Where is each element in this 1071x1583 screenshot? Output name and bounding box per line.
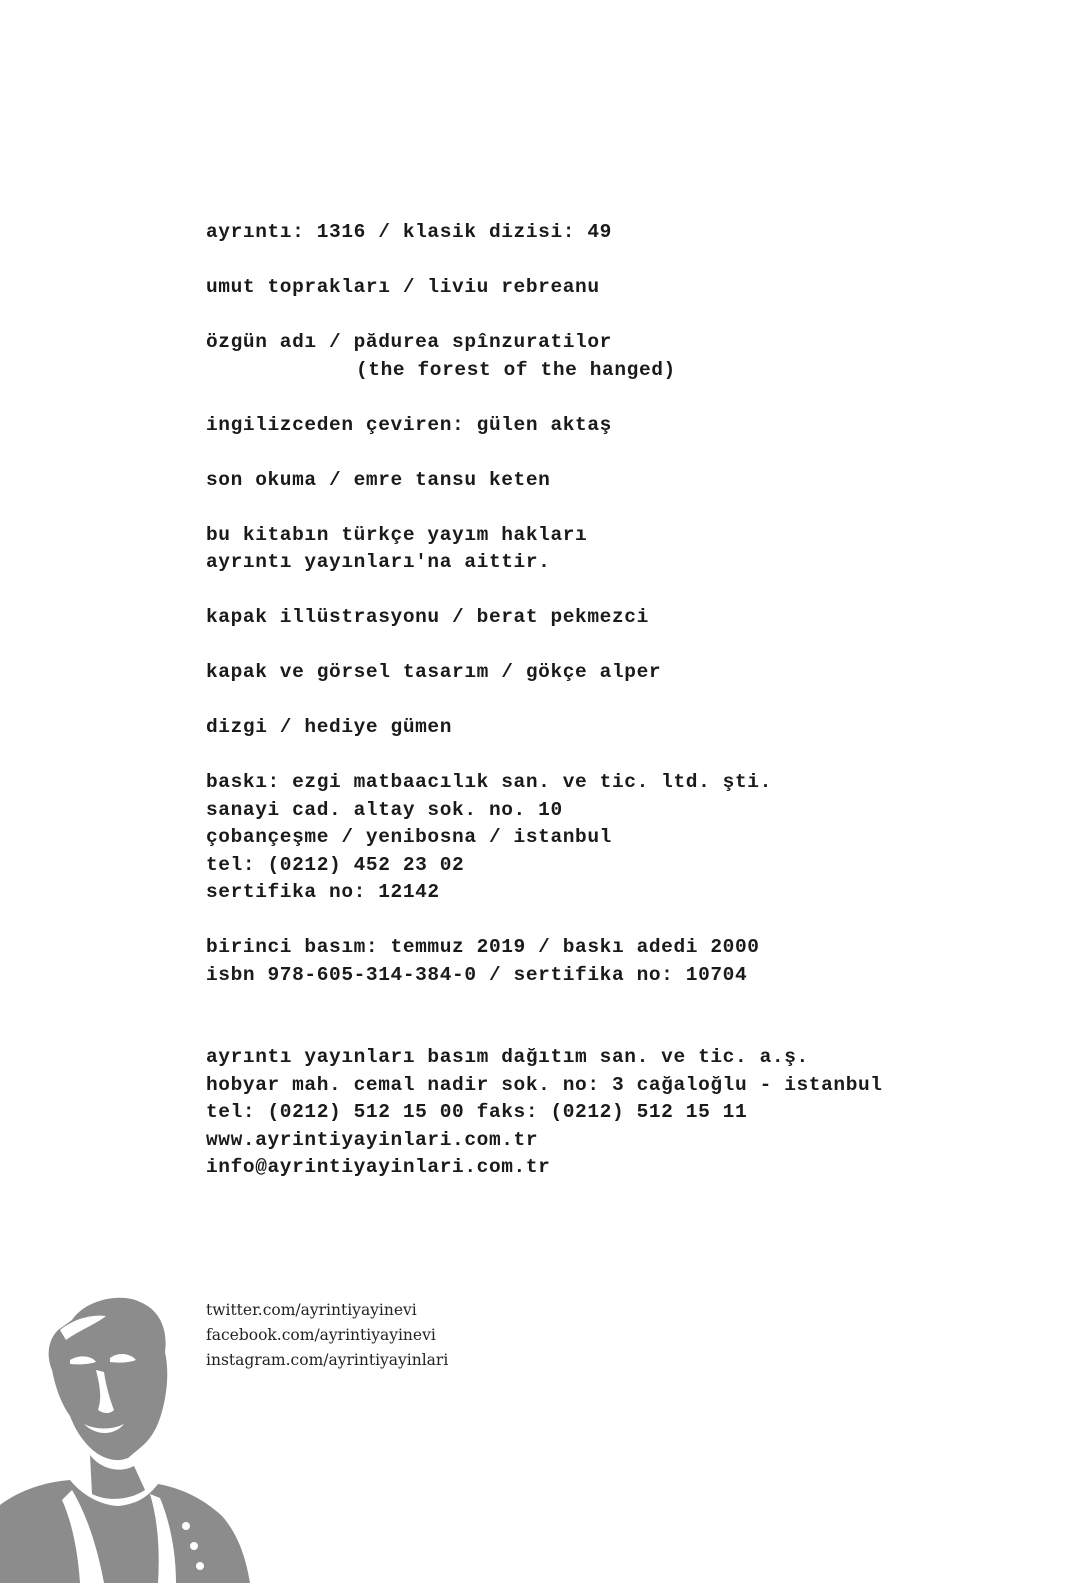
printer-name-line: baskı: ezgi matbaacılık san. ve tic. ltd. şti. bbox=[206, 771, 772, 793]
publisher-web-line: www.ayrintiyayinlari.com.tr bbox=[206, 1128, 539, 1151]
rights-line-2: ayrıntı yayınları'na aittir. bbox=[206, 551, 551, 573]
proofreading-line: son okuma / emre tansu keten bbox=[206, 468, 551, 491]
first-edition-line: birinci basım: temmuz 2019 / baskı adedi 2000 bbox=[206, 936, 760, 958]
cover-design-line: kapak ve görsel tasarım / gökçe alper bbox=[206, 661, 662, 683]
series-line: ayrıntı: 1316 / klasik dizisi: 49 bbox=[206, 221, 612, 243]
colophon-text bbox=[206, 219, 1046, 1182]
publisher-address-line: hobyar mah. cemal nadir sok. no: 3 cağaloğlu - istanbul bbox=[206, 1073, 883, 1096]
printer-district-line: çobançeşme / yenibosna / istanbul bbox=[206, 826, 612, 848]
printer-certificate-line: sertifika no: 12142 bbox=[206, 881, 440, 903]
original-title-en-line: (the forest of the hanged) bbox=[356, 358, 676, 381]
instagram-link: instagram.com/ayrintiyayinlari bbox=[206, 1351, 449, 1369]
twitter-link: twitter.com/ayrintiyayinevi bbox=[206, 1301, 417, 1319]
printer-street-line: sanayi cad. altay sok. no. 10 bbox=[206, 798, 563, 821]
publisher-email-line: info@ayrintiyayinlari.com.tr bbox=[206, 1156, 551, 1178]
translator-line: ingilizceden çeviren: gülen aktaş bbox=[206, 413, 612, 436]
isbn-line: isbn 978-605-314-384-0 / sertifika no: 10704 bbox=[206, 963, 748, 986]
publisher-name-line: ayrıntı yayınları basım dağıtım san. ve tic. a.ş. bbox=[206, 1046, 809, 1068]
original-title-line: özgün adı / pădurea spînzuratilor bbox=[206, 331, 612, 353]
author-portrait-icon bbox=[0, 1290, 250, 1583]
printer-phone-line: tel: (0212) 452 23 02 bbox=[206, 853, 465, 876]
typesetting-line: dizgi / hediye gümen bbox=[206, 716, 453, 738]
cover-illustration-line: kapak illüstrasyonu / berat pekmezci bbox=[206, 606, 649, 628]
title-author-line: umut toprakları / liviu rebreanu bbox=[206, 276, 600, 298]
rights-line-1: bu kitabın türkçe yayım hakları bbox=[206, 523, 588, 546]
facebook-link: facebook.com/ayrintiyayinevi bbox=[206, 1326, 436, 1344]
publisher-phone-line: tel: (0212) 512 15 00 faks: (0212) 512 15 11 bbox=[206, 1101, 748, 1123]
